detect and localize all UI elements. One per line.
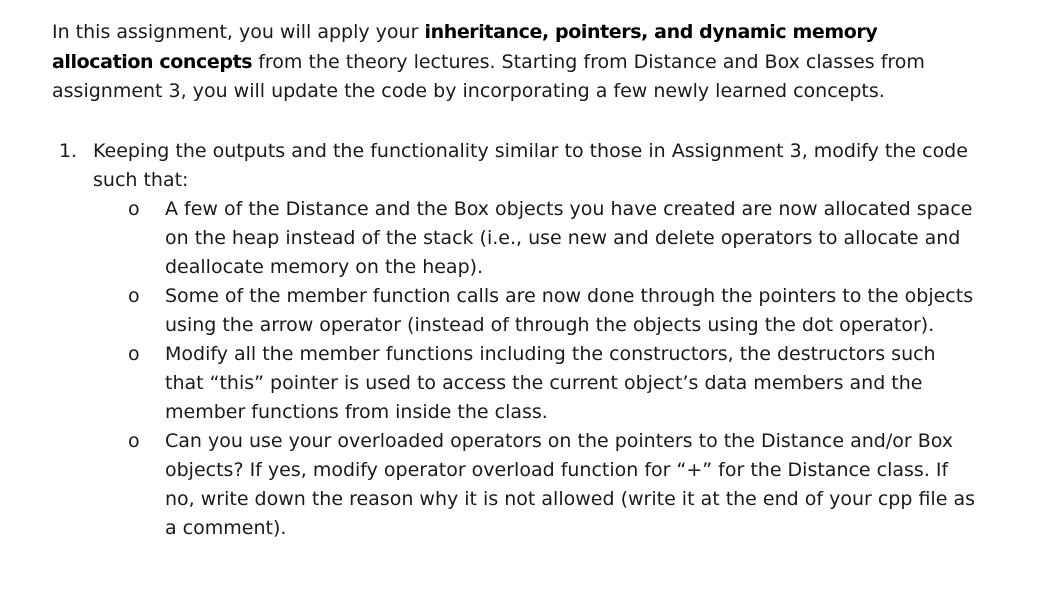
bullet-o-icon: o bbox=[128, 342, 140, 365]
sub-bullet-list bbox=[93, 195, 1012, 543]
list-number: 1. bbox=[59, 139, 78, 162]
document-page bbox=[52, 18, 1012, 543]
sub-item-text: Can you use your overloaded operators on the pointers to the Distance and/or Box objects? If yes, modify operator overload function for “+” for the Distance class. If no, write down the reason why it is not allowed (write it at the end of your cpp file as a comment). bbox=[165, 429, 975, 539]
sub-item-arrow-operator bbox=[93, 282, 975, 340]
bullet-o-icon: o bbox=[128, 284, 140, 307]
bullet-o-icon: o bbox=[128, 429, 140, 452]
sub-item-heap-allocation bbox=[93, 195, 975, 282]
intro-paragraph bbox=[52, 18, 952, 107]
sub-item-text: Modify all the member functions including the constructors, the destructors such that “this” pointer is used to access the current object’s data members and the member functions from inside the class. bbox=[165, 342, 936, 423]
list-item-text: Keeping the outputs and the functionality similar to those in Assignment 3, modify the code such that: bbox=[93, 139, 968, 191]
intro-bold-concepts: inheritance, pointers, and dynamic memory allocation concepts bbox=[52, 21, 878, 73]
sub-item-operator-overload bbox=[93, 427, 975, 543]
intro-prefix: In this assignment, you will apply your bbox=[52, 21, 425, 43]
numbered-list bbox=[52, 137, 1012, 543]
bullet-o-icon: o bbox=[128, 197, 140, 220]
list-item-1 bbox=[52, 137, 1012, 543]
sub-item-this-pointer bbox=[93, 340, 975, 427]
sub-item-text: Some of the member function calls are now done through the pointers to the objects using the arrow operator (instead of through the objects using the dot operator). bbox=[165, 284, 974, 336]
intro-suffix: from the theory lectures. Starting from Distance and Box classes from assignment 3, you will update the code by incorporating a few newly learned concepts. bbox=[52, 50, 925, 102]
sub-item-text: A few of the Distance and the Box objects you have created are now allocated space on the heap instead of the stack (i.e., use new and delete operators to allocate and deallocate memory on the heap). bbox=[165, 197, 973, 278]
